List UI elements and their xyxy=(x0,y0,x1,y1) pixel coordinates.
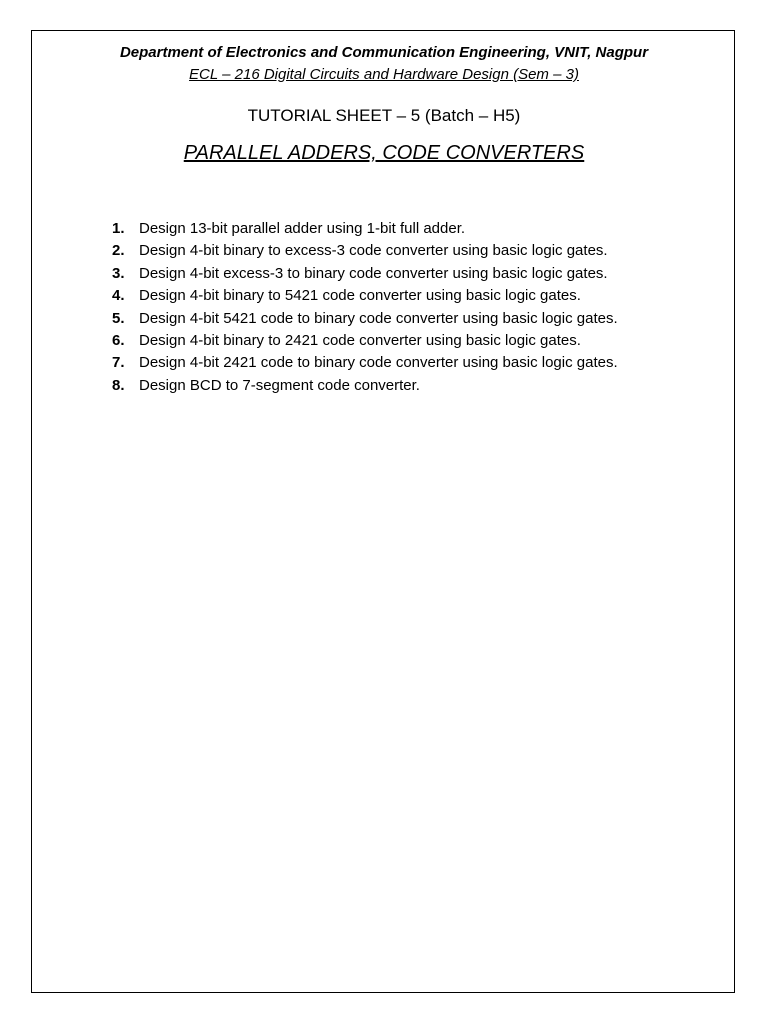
question-number: 4. xyxy=(112,287,125,305)
question-number: 1. xyxy=(112,220,125,237)
question-number: 3. xyxy=(112,264,125,282)
question-number: 2. xyxy=(112,242,125,260)
department-heading: Department of Electronics and Communication Engineering, VNIT, Nagpur xyxy=(119,44,649,61)
list-item xyxy=(112,308,618,330)
question-text: Design 4-bit excess-3 to binary code converter using basic logic gates. xyxy=(139,264,608,282)
question-text: Design 13-bit parallel adder using 1-bit full adder. xyxy=(139,220,466,237)
list-item xyxy=(112,285,618,307)
list-item xyxy=(112,352,618,374)
course-title: ECL – 216 Digital Circuits and Hardware Design (Sem – 3) xyxy=(189,66,579,83)
topic-title: PARALLEL ADDERS, CODE CONVERTERS xyxy=(183,142,585,164)
question-number: 7. xyxy=(112,354,125,372)
list-item xyxy=(112,330,618,352)
course-heading xyxy=(0,66,768,83)
question-number: 5. xyxy=(112,309,125,327)
question-number: 6. xyxy=(112,331,125,349)
question-text: Design 4-bit binary to 5421 code converter using basic logic gates. xyxy=(139,287,581,305)
question-text: Design 4-bit binary to excess-3 code converter using basic logic gates. xyxy=(139,242,608,260)
question-list xyxy=(112,218,618,397)
question-text: Design 4-bit 2421 code to binary code converter using basic logic gates. xyxy=(139,354,618,372)
question-text: Design 4-bit 5421 code to binary code converter using basic logic gates. xyxy=(139,309,618,327)
list-item xyxy=(112,240,618,262)
list-item xyxy=(112,218,618,240)
question-number: 8. xyxy=(112,376,125,394)
question-text: Design 4-bit binary to 2421 code converter using basic logic gates. xyxy=(139,331,581,349)
list-item xyxy=(112,375,618,397)
page-border xyxy=(31,30,735,993)
topic-heading xyxy=(0,142,768,165)
sheet-title: TUTORIAL SHEET – 5 (Batch – H5) xyxy=(247,106,521,125)
question-text: Design BCD to 7-segment code converter. xyxy=(139,376,420,394)
list-item xyxy=(112,263,618,285)
